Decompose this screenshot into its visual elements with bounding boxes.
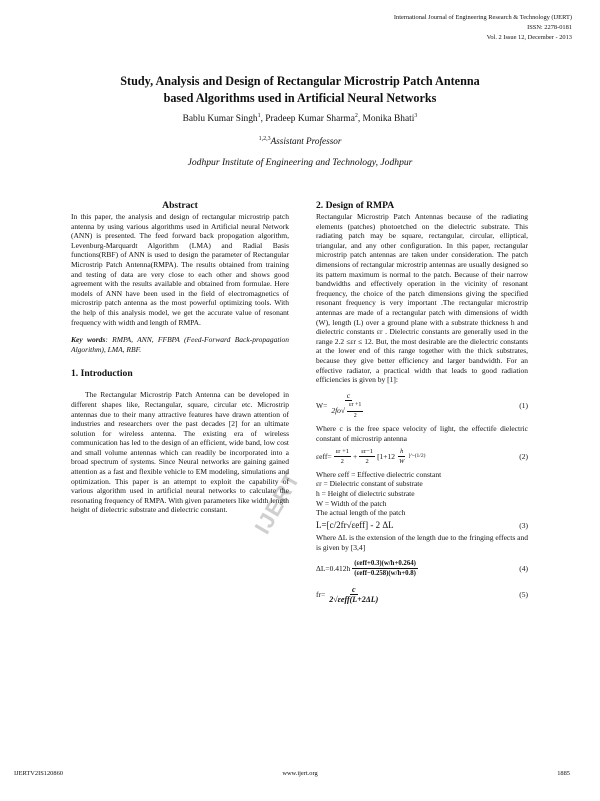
issn: ISSN: 2278-0181 — [527, 24, 572, 31]
eq5-numerator: c — [352, 584, 356, 594]
eq2-t2-num: εr−1 — [359, 447, 375, 458]
where-line: εr = Dielectric constant of substrate — [316, 479, 423, 489]
eq4-number: (4) — [519, 563, 528, 573]
keywords-label: Key words — [71, 335, 106, 345]
where-line: h = Height of dielectric substrate — [316, 489, 415, 499]
design-body: Rectangular Microstrip Patch Antennas because of the radiating elements (patches) photoetched on the dielectric substrate. This radiating patch may be square, rectangular, circular, elliptical, triangular, and any other configuration. In this paper, rectangular microstrip patch antennas are taken under consideration. The patch dimensions of rectangular microstrip antennas are usually designed so its pattern maximum is normal to the patch. Because of their narrow bandwidths and effectively operation in the vicinity of resonant frequency, the choice of the patch dimensions giving the specified resonant frequency is very important .The rectangular microstrip antennas are made of a rectangular patch with dimensions of width (W), length (L) over a ground plane with a substrate thickness h and dielectric constants εr . Dielectric constants are generally used in the range 2.2 ≤εr ≤ 12. But, the most desirable are the dielectric constants at the lower end of this range together with the thick substrates, because they give better efficiency and larger bandwidth. For an effective radiator, a practical width that leads to good radiation efficiencies is given by [1]: — [316, 212, 528, 385]
eq5-lhs: fr= — [316, 590, 326, 600]
eq2-h: h — [398, 447, 405, 458]
journal-header — [394, 13, 572, 43]
volume-issue: Vol. 2 Issue 12, December - 2013 — [486, 34, 572, 41]
equation-3 — [316, 521, 528, 531]
title-line-2: based Algorithms used in Artificial Neural Networks — [163, 91, 437, 105]
intro-heading: 1. Introduction — [71, 368, 133, 380]
eq1-numerator: c — [346, 390, 351, 400]
eq2-term1 — [334, 447, 351, 467]
keywords-text: : RMPA, ANN, FFBPA (Feed-Forward Back-propagation Algorithm), LMA, RBF. — [71, 335, 290, 354]
eq3-number: (3) — [519, 520, 528, 530]
eq1-root-den: 2 — [353, 412, 357, 419]
eq2-tail: [1+12 — [377, 451, 396, 461]
eq1-lhs: W= — [316, 401, 328, 411]
eq2-plus: + — [353, 451, 358, 461]
equation-2 — [316, 447, 528, 467]
where-line: Where εeff = Effective dielectric constant — [316, 469, 442, 479]
eq2-w: W — [399, 458, 405, 466]
eq1-den-prefix: 2fo — [331, 406, 341, 416]
author-3-mark: 3 — [414, 113, 418, 119]
author-3: Monika Bhati — [362, 114, 415, 125]
eq1-root-num: εr +1 — [347, 401, 363, 412]
eq2-ratio — [397, 447, 406, 467]
eq1-denominator: 2fo√ $\frac{\varepsilon r +1}{2}$ — [329, 401, 367, 421]
eq4-fraction — [352, 559, 418, 579]
eq2-t1-den: 2 — [340, 458, 344, 466]
author-2: Pradeep Kumar Sharma — [265, 114, 355, 125]
eq4-numerator: (εeff+0.3)(w/h+0.264) — [352, 559, 418, 570]
author-1: Bablu Kumar Singh — [182, 114, 258, 125]
where-list — [316, 470, 528, 518]
after-eq3: Where ΔL is the extension of the length due to the fringing effects and is given by [3,4] — [316, 533, 528, 552]
journal-name: International Journal of Engineering Research & Technology (IJERT) — [393, 14, 572, 21]
eq5-fraction — [327, 585, 380, 605]
design-heading: 2. Design of RMPA — [316, 200, 395, 211]
where-line: W = Width of the patch — [316, 498, 387, 508]
after-eq1: Where c is the free space velocity of light, the effectife dielectric constant of microstrip antenna — [316, 424, 528, 444]
keywords — [71, 335, 289, 354]
author-sep: , — [260, 114, 266, 125]
watermark: IJERT — [249, 467, 305, 539]
eq2-t1-num: εr +1 — [334, 447, 351, 458]
eq2-term2 — [359, 447, 375, 467]
title-line-1: Study, Analysis and Design of Rectangular Microstrip Patch Antenna — [120, 74, 480, 88]
left-column — [71, 200, 289, 515]
eq1-fraction — [329, 391, 367, 422]
right-column — [316, 200, 528, 608]
eq2-number: (2) — [519, 451, 528, 461]
eq5-denominator: 2√εeff(L+2ΔL) — [329, 595, 379, 605]
eq2-exponent: ]^-(1/2) — [408, 452, 426, 459]
footer-website[interactable]: www.ijert.org — [282, 770, 318, 777]
eq4-lhs: ΔL=0.412h — [316, 563, 351, 573]
author-2-mark: 2 — [354, 113, 358, 119]
role-mark: 1,2,3 — [258, 136, 271, 142]
footer-page-number: 1885 — [557, 770, 570, 777]
equation-4 — [316, 559, 528, 579]
paper-title — [40, 73, 560, 107]
eq5-number: (5) — [519, 590, 528, 600]
equation-1 — [316, 391, 528, 422]
author-1-mark: 1 — [257, 113, 261, 119]
role-text: Assistant Professor — [270, 136, 342, 147]
eq1-number: (1) — [519, 401, 528, 411]
abstract-heading: Abstract — [162, 200, 198, 211]
institute: Jodhpur Institute of Engineering and Technology, Jodhpur — [187, 157, 413, 168]
author-sep: , — [357, 114, 363, 125]
eq2-lhs: εeff= — [316, 451, 332, 461]
intro-body: The Rectangular Microstrip Patch Antenna can be developed in different shapes like, Rectangular, square, circular etc. Microstrip antennas due to their many attractive features have drawn attention of industries and researchers over the past decades [2] for an ultimate solution for wireless antenna. The existing era of wireless communication has led to the design of an efficient, wide band, low cost and small volume antennas which can readily be incorporated into a broad spectrum of systems. Since Neural networks are gaining gained attention as a fast and flexible vehicle to EM modeling, simulations and optimization. This paper is an attempt to exploit the capability of various algorithm used in artificial neural networks to calculate the resonating frequency of RMPA. With given parameters like width length height of dielectric substrate and dielectric constant. — [71, 390, 289, 515]
author-list — [40, 113, 560, 124]
footer-paper-id: IJERTV2IS120860 — [14, 770, 63, 777]
equation-5 — [316, 585, 528, 605]
eq4-denominator: (εeff−0.258)(w/h+0.8) — [354, 570, 416, 578]
eq2-t2-den: 2 — [365, 458, 369, 466]
eq3-lhs: L=[c/2fr√εeff] - 2 ΔL — [316, 519, 394, 530]
where-line: The actual length of the patch — [316, 508, 406, 518]
abstract-body: In this paper, the analysis and design of rectangular microstrip patch antenna by using various algorithms used in Artificial neural Network (ANN) is presented. The feed forward back propogation algorithm, Levenburg-Marquardt Algorithm (LMA) and Radial Basis functions(RBF) of ANN is used to design the parameter of Rectangular Microstrip Patch Antenna(RMPA). The results obtained from training and testing of data are very close to each other and shows good agreement with the results available and obtained from formulae. Here models of ANN have been used in the field of electromagnetics of microstrip patch antenna as the most powerful optimizing tools. With the help of this analysis model, we get the accurate value of resonant frequency with width and length of RMPA. — [71, 212, 289, 327]
author-role — [40, 136, 560, 146]
